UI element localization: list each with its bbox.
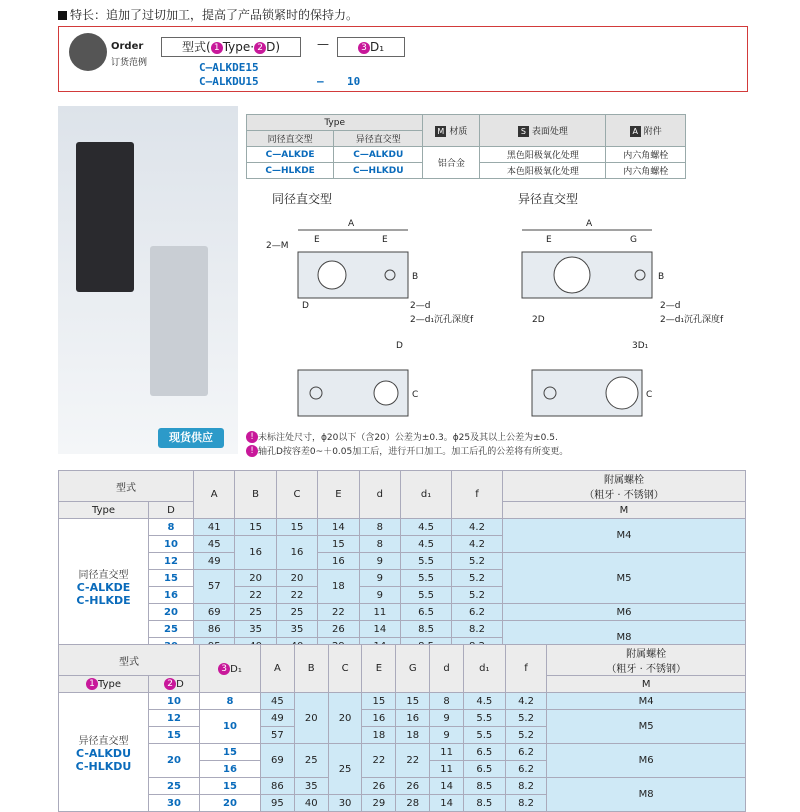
silver-clamp-image <box>150 246 208 396</box>
order-label-cn: 订货范例 <box>111 58 148 68</box>
table-same-type: 型式 A B C E d d₁ f 附属螺栓 （粗牙 · 不锈钢） Type D M 同径直交型 C-ALKDE C-HLKDE 8 41 15 15 14 8 4.5 4.2 M4 10 45 16 16 15 8 4.5 4.2 12 49 16 9 5.5 5.2 M5 15 57 20 20 18 9 5.5 5.2 16 22 22 9 5.5 5.2 20 69 25 25 22 11 6.5 6.2 M6 25 86 35 35 26 14 8.5 8.2 M8 <box>58 470 746 655</box>
spec-table: Type M 材质 S 表面处理 A 附件 同径直交型 异径直交型 C—ALKDE C—ALKDU 铝合金 黑色阳极氧化处理 内六角螺栓 C—HLKDE C—HLKDU 本色阳极氧化处理 内六角螺栓 <box>246 114 686 179</box>
dim-A: A <box>348 219 355 229</box>
feature-text: 特长：追加了过切加工，提高了产品锁紧时的保持力。 <box>58 6 358 23</box>
example-1: C—ALKDE15 <box>199 61 259 74</box>
svg-text:A: A <box>586 219 593 229</box>
note-1: ! 未标注处尺寸，ϕ20以下（含20）公差为±0.3。ϕ25及其以上公差为±0.5. <box>246 430 558 443</box>
phone-icon <box>69 33 107 71</box>
d1-field: 3 D₁ <box>337 37 405 57</box>
svg-text:3D₁: 3D₁ <box>632 341 649 351</box>
order-label: Order <box>111 41 144 52</box>
type-field: 型式( 1 Type· 2 D) <box>161 37 301 57</box>
example-2: C—ALKDU15 <box>199 75 259 88</box>
dim-E: E <box>314 235 320 245</box>
label-D: D <box>302 301 309 311</box>
label-2d1: 2—d₁沉孔深度f <box>410 315 474 325</box>
order-dash: — <box>317 37 329 51</box>
product-photo <box>58 106 238 454</box>
table-diff-type: 型式 3 D₁ A B C E G d d₁ f 附属螺栓 （粗牙 · 不锈钢） 1 Type 2 D M 异径直交型 C-ALKDU C-HLKDU 10 8 45 20 20 15 15 8 4.5 4.2 M4 12 10 49 16 16 9 5.5 5.2 M5 15 57 18 18 9 5.5 5.2 20 15 69 25 25 22 22 11 6.5 6.2 M6 16 11 6.5 6.2 25 15 86 35 26 26 14 8.5 8.2 M8 30 20 95 40 30 29 28 14 8.5 8.2 <box>58 644 746 812</box>
same-type-title: 同径直交型 <box>272 192 333 206</box>
technical-drawings <box>246 200 746 440</box>
svg-text:2—d₁沉孔深度f: 2—d₁沉孔深度f <box>660 315 724 325</box>
svg-text:E: E <box>546 235 552 245</box>
diff-type-title: 异径直交型 <box>518 192 579 206</box>
label-2M: 2—M <box>266 241 289 251</box>
note-2: ! 轴孔D按容差0~＋0.05加工后，进行开口加工。加工后孔的公差将有所变更。 <box>246 444 568 457</box>
label-2d: 2—d <box>410 301 431 311</box>
svg-text:2D: 2D <box>532 315 545 325</box>
svg-text:B: B <box>658 272 665 282</box>
dim-C: C <box>412 390 419 400</box>
order-example-box: Order 订货范例 型式( 1 Type· 2 D) — 3 D₁ C—ALKDE15 C—ALKDU15 — 10 <box>58 26 748 92</box>
in-stock-button[interactable]: 现货供应 <box>158 428 224 448</box>
svg-text:C: C <box>646 390 653 400</box>
dim-B: B <box>412 272 419 282</box>
svg-text:D: D <box>396 341 403 351</box>
black-clamp-image <box>76 142 134 292</box>
dim-G: G <box>630 235 637 245</box>
svg-text:2—d: 2—d <box>660 301 681 311</box>
svg-text:E: E <box>382 235 388 245</box>
